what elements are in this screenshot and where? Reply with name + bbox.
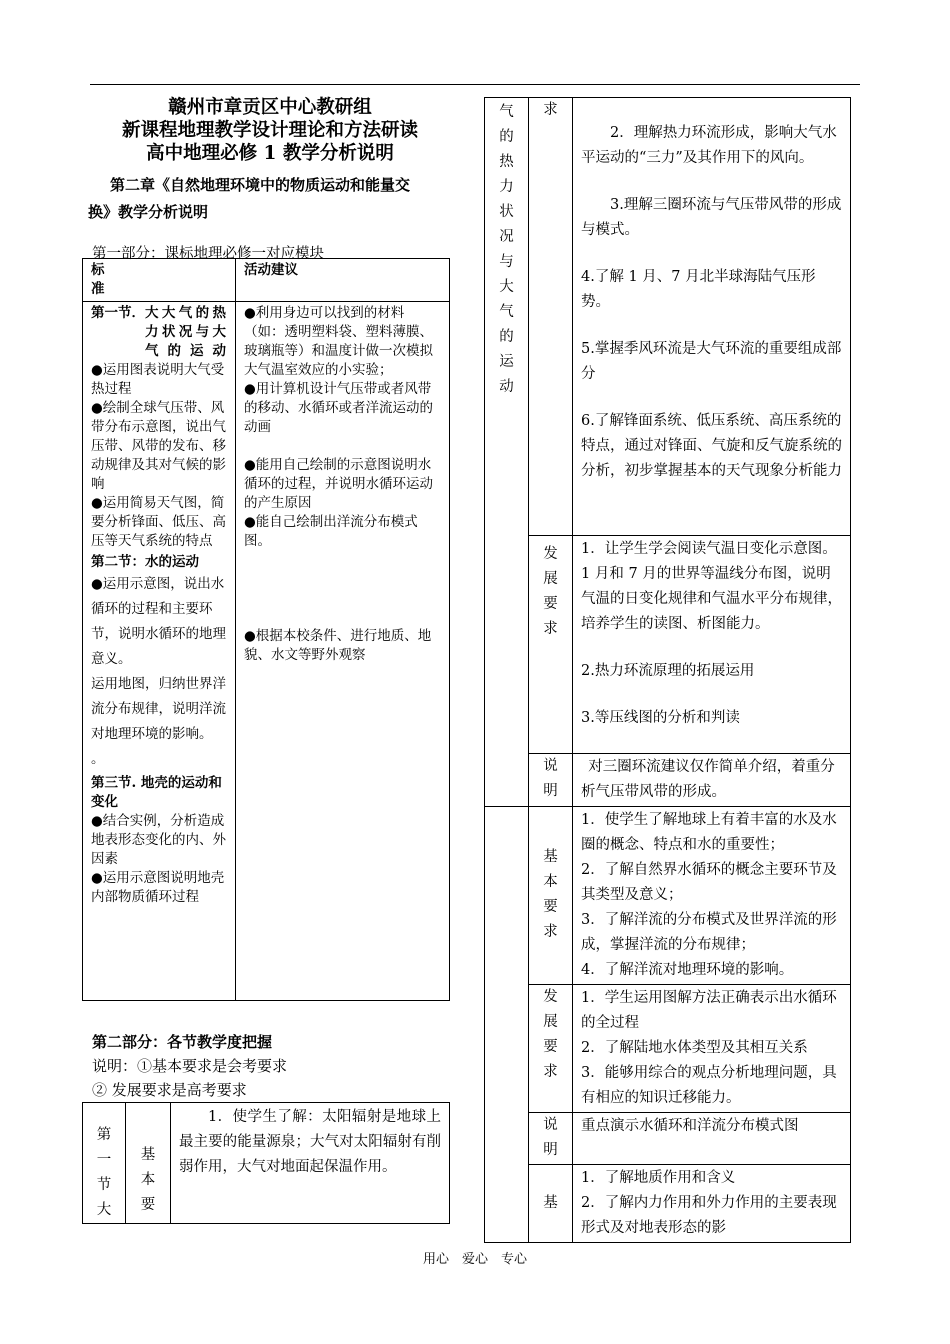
adv-item-3: 3.等压线图的分析和判读 bbox=[581, 710, 740, 726]
section3-title: 第三节. 地壳的运动和变化 bbox=[91, 775, 222, 810]
section1-heading bbox=[91, 304, 227, 361]
water-basic-label: 基 本 要 求 bbox=[529, 807, 573, 985]
book-title: 高中地理必修 1 教学分析说明 bbox=[146, 143, 394, 164]
section-label-cell: 气 的 热 力 状 况 与 大 气 的 运 动 bbox=[485, 98, 529, 807]
section1-items: ●运用图表说明大气受热过程 ●绘制全球气压带、风带分布示意图，说出气压带、风带的发布、移动规律及其对气候的影响 ●运用简易天气图，简要分析锋面、低压、高压等天气系统的特点 bbox=[91, 362, 226, 549]
standards-cell bbox=[83, 302, 236, 1001]
water-note-label: 说 明 bbox=[529, 1113, 573, 1165]
section3-items: ●结合实例，分析造成地表形态变化的内、外因素 ●运用示意图说明地壳内部物质循环过程 bbox=[91, 813, 226, 905]
adv-item-2: 2.热力环流原理的拓展运用 bbox=[581, 663, 755, 679]
activity-group-2: ●能用自己绘制的示意图说明水循环的过程，并说明水循环运动的产生原因 ●能自己绘制出洋流分布模式图。 bbox=[244, 457, 433, 549]
blank-section-cell bbox=[485, 807, 529, 1243]
header-rule bbox=[90, 84, 860, 85]
series-title: 新课程地理教学设计理论和方法研读 bbox=[121, 120, 418, 141]
activity-group-3: ●根据本校条件、进行地质、地貌、水文等野外观察 bbox=[244, 628, 432, 663]
section1-requirements-table bbox=[82, 1102, 450, 1224]
chapter-heading bbox=[88, 172, 458, 226]
section2-title: 第二节：水的运动 bbox=[91, 554, 199, 570]
note-text: 对三圈环流建议仅作简单介绍，着重分析气压带风带的形成。 bbox=[573, 754, 851, 807]
water-advanced-text: 1．学生运用图解方法正确表示出水循环的全过程 2．了解陆地水体类型及其相互关系 3．能够用综合的观点分析地理问题，具有相应的知识迁移能力。 bbox=[573, 985, 851, 1113]
part2-note-2: ② 发展要求是高考要求 bbox=[92, 1081, 247, 1099]
part2-note-1: 说明：①基本要求是会考要求 bbox=[92, 1057, 288, 1075]
water-basic-text: 1．使学生了解地球上有着丰富的水及水圈的概念、特点和水的重要性； 2．了解自然界水循环的概念主要环节及其类型及意义； 3．了解洋流的分布模式及世界洋流的形成，掌握洋流的分布规律； 4．了解洋流对地理环境的影响。 bbox=[573, 807, 851, 985]
activities-cell bbox=[236, 302, 450, 1001]
req-item-5: 5.掌握季风环流是大气环流的重要组成部分 bbox=[581, 341, 842, 382]
adv-item-1: 1．让学生学会阅读气温日变化示意图。1 月和 7 月的世界等温线分布图，说明气温的日变化规律和气温水平分布规律，培养学生的读图、析图能力。 bbox=[581, 541, 842, 632]
activities-header: 活动建议 bbox=[236, 259, 450, 302]
activity-group-1: ●利用身边可以找到的材料（如：透明塑料袋、塑料薄膜、玻璃瓶等）和温度计做一次模拟大气温室效应的小实验； ●用计算机设计气压带或者风带的移动、水循环或者洋流运动的动画 bbox=[244, 305, 433, 435]
requirement-text-cell: 1．使学生了解：太阳辐射是地球上最主要的能量源泉；大气对太阳辐射有削弱作用，大气对地面起保温作用。 bbox=[171, 1103, 450, 1224]
part2-title: 第二部分：各节教学度把握 bbox=[92, 1033, 273, 1051]
part2-block bbox=[92, 1030, 287, 1102]
section1-title: 大大气的热力状况与大气的运动 bbox=[145, 305, 227, 359]
req-item-4: 4.了解 1 月、7 月北半球海陆气压形势。 bbox=[581, 269, 816, 310]
chapter-line-1: 第二章《自然地理环境中的物质运动和能量交 bbox=[110, 176, 411, 194]
basic-requirement-label: 求 bbox=[529, 98, 573, 536]
chapter-line-2: 换》教学分析说明 bbox=[88, 203, 209, 221]
standards-header: 标 准 bbox=[83, 259, 236, 302]
page-footer: 用心 爱心 专心 bbox=[422, 1252, 527, 1267]
crust-basic-label: 基 bbox=[529, 1165, 573, 1243]
section2-text: ●运用示意图，说出水循环的过程和主要环节，说明水循环的地理意义。 运用地图，归纳世界洋流分布规律，说明洋流对地理环境的影响。 。 bbox=[91, 576, 226, 767]
water-note-text: 重点演示水循环和洋流分布模式图 bbox=[573, 1113, 851, 1165]
req-item-2: 2．理解热力环流形成，影响大气水平运动的“三力”及其作用下的风向。 bbox=[581, 125, 837, 166]
note-label: 说 明 bbox=[529, 754, 573, 807]
document-titles bbox=[88, 96, 452, 165]
crust-basic-text: 1．了解地质作用和含义 2．了解内力作用和外力作用的主要表现形式及对地表形态的影 bbox=[573, 1165, 851, 1243]
standards-table bbox=[82, 258, 450, 1001]
section-label-cell: 第 一 节 大 bbox=[83, 1103, 126, 1224]
water-advanced-label: 发 展 要 求 bbox=[529, 985, 573, 1113]
part1-title: 第一部分：课标地理必修一对应模块 bbox=[92, 246, 324, 262]
section1-label: 第一节． bbox=[91, 305, 145, 321]
req-item-6: 6.了解锋面系统、低压系统、高压系统的特点，通过对锋面、气旋和反气旋系统的分析，初步掌握基本的天气现象分析能力 bbox=[581, 413, 842, 479]
requirement-type-cell: 基 本 要 bbox=[126, 1103, 171, 1224]
basic-requirement-text bbox=[573, 98, 851, 536]
req-item-3: 3.理解三圈环流与气压带风带的形成与模式。 bbox=[581, 197, 842, 238]
advanced-requirement-label: 发 展 要 求 bbox=[529, 536, 573, 754]
requirements-table-continued bbox=[484, 97, 851, 1243]
school-title: 赣州市章贡区中心教研组 bbox=[168, 97, 372, 118]
advanced-requirement-text bbox=[573, 536, 851, 754]
